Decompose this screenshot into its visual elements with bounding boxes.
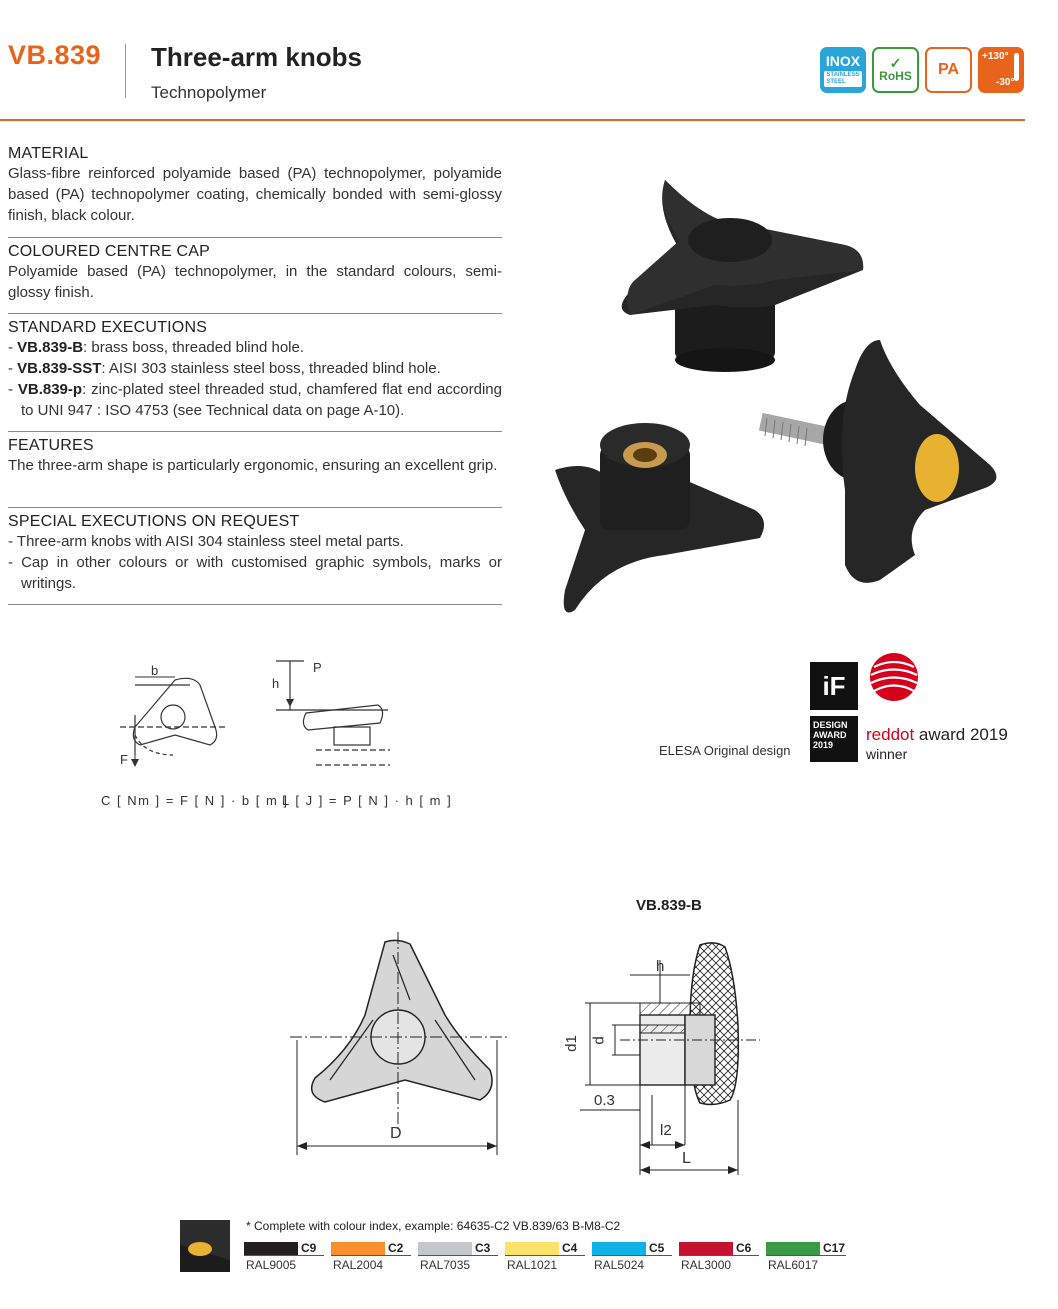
pa-badge: PA	[925, 47, 972, 93]
rohs-badge: ✓ RoHS	[872, 47, 919, 93]
product-code: VB.839	[8, 40, 102, 70]
original-design-label: ELESA Original design	[659, 743, 791, 758]
formula-torque-c: C [ Nm ] = F [ N ] · b [ m ]	[101, 793, 289, 808]
section-view-drawing	[560, 935, 770, 1185]
check-icon: ✓	[889, 55, 902, 71]
if-logo: iF	[810, 662, 858, 710]
list-item: - Three-arm knobs with AISI 304 stainless steel metal parts.	[8, 533, 404, 550]
dim-D: D	[390, 1125, 402, 1142]
section-divider	[8, 313, 502, 314]
colour-note: * Complete with colour index, example: 64635-C2 VB.839/63 B-M8-C2	[246, 1219, 621, 1233]
label-b: b	[151, 663, 159, 678]
header-separator	[125, 44, 126, 98]
page-title: Three-arm knobs	[151, 42, 362, 72]
features-heading: FEATURES	[8, 437, 94, 454]
special-section	[8, 513, 502, 594]
list-item: - VB.839-B: brass boss, threaded blind hole.	[8, 339, 305, 356]
standard-heading: STANDARD EXECUTIONS	[8, 319, 208, 336]
section-divider	[8, 431, 502, 432]
label-h: h	[272, 676, 280, 691]
cap-thumbnail	[180, 1220, 230, 1272]
list-item: - VB.839-p: zinc-plated steel threaded stud, chamfered flat end according to UNI 947 : ISO 4753 (see Technical data on page A-10).	[8, 381, 502, 419]
dim-h: h	[656, 958, 665, 975]
dim-gap: 0.3	[594, 1092, 615, 1109]
colour-swatch: C2 RAL2004	[331, 1242, 418, 1274]
section-divider	[8, 604, 502, 605]
product-photo	[545, 170, 1015, 630]
dim-d1: d1	[562, 1035, 580, 1052]
dim-l2: l2	[660, 1122, 672, 1139]
features-text: The three-arm shape is particularly ergonomic, ensuring an excellent grip.	[8, 457, 498, 474]
features-section	[8, 437, 502, 476]
cap-section	[8, 243, 502, 303]
material-text: Glass-fibre reinforced polyamide based (PA) technopolymer, polyamide based (PA) technopolymer coating, chemically bonded with semi-glossy finish, black colour.	[8, 165, 502, 224]
material-heading: MATERIAL	[8, 145, 89, 162]
knob-top	[622, 180, 864, 372]
if-award-badge: DESIGN AWARD 2019	[810, 716, 858, 762]
knob-right	[759, 340, 997, 583]
cap-text: Polyamide based (PA) technopolymer, in the standard colours, semi-glossy finish.	[8, 263, 502, 301]
colour-swatch: C3 RAL7035	[418, 1242, 505, 1274]
dim-L: L	[682, 1150, 691, 1167]
drawing-title: VB.839-B	[636, 897, 702, 914]
colour-swatch: C4 RAL1021	[505, 1242, 592, 1274]
reddot-award-label: reddot award 2019	[866, 725, 1008, 744]
section-divider	[8, 237, 502, 238]
list-item: - VB.839-SST: AISI 303 stainless steel boss, threaded blind hole.	[8, 360, 441, 377]
section-divider	[8, 507, 502, 508]
colour-swatch: C5 RAL5024	[592, 1242, 679, 1274]
cap-heading: COLOURED CENTRE CAP	[8, 243, 211, 260]
header-rule	[0, 119, 1025, 121]
list-item: - Cap in other colours or with customised graphic symbols, marks or writings.	[8, 554, 502, 592]
colour-swatch: C6 RAL3000	[679, 1242, 766, 1274]
thermometer-icon	[1014, 53, 1019, 81]
colour-swatch: C9 RAL9005	[244, 1242, 331, 1274]
formula-torque-l: L [ J ] = P [ N ] · h [ m ]	[282, 793, 453, 808]
material-section	[8, 145, 502, 226]
page-subtitle: Technopolymer	[151, 83, 267, 102]
torque-top-view	[115, 655, 235, 770]
special-heading: SPECIAL EXECUTIONS ON REQUEST	[8, 513, 300, 530]
label-p: P	[313, 660, 322, 675]
reddot-logo-icon	[866, 652, 922, 702]
standard-section	[8, 319, 502, 421]
label-f: F	[120, 752, 128, 767]
inox-badge: INOX STAINLESS STEEL	[820, 47, 866, 93]
certification-badges	[820, 47, 1024, 93]
colour-swatch: C17 RAL6017	[768, 1241, 846, 1272]
colour-swatches	[244, 1242, 853, 1274]
temperature-badge: +130° -30°	[978, 47, 1024, 93]
dim-d: d	[590, 1036, 608, 1045]
knob-left	[555, 423, 764, 613]
winner-label: winner	[866, 746, 908, 762]
torque-side-view	[268, 655, 398, 770]
